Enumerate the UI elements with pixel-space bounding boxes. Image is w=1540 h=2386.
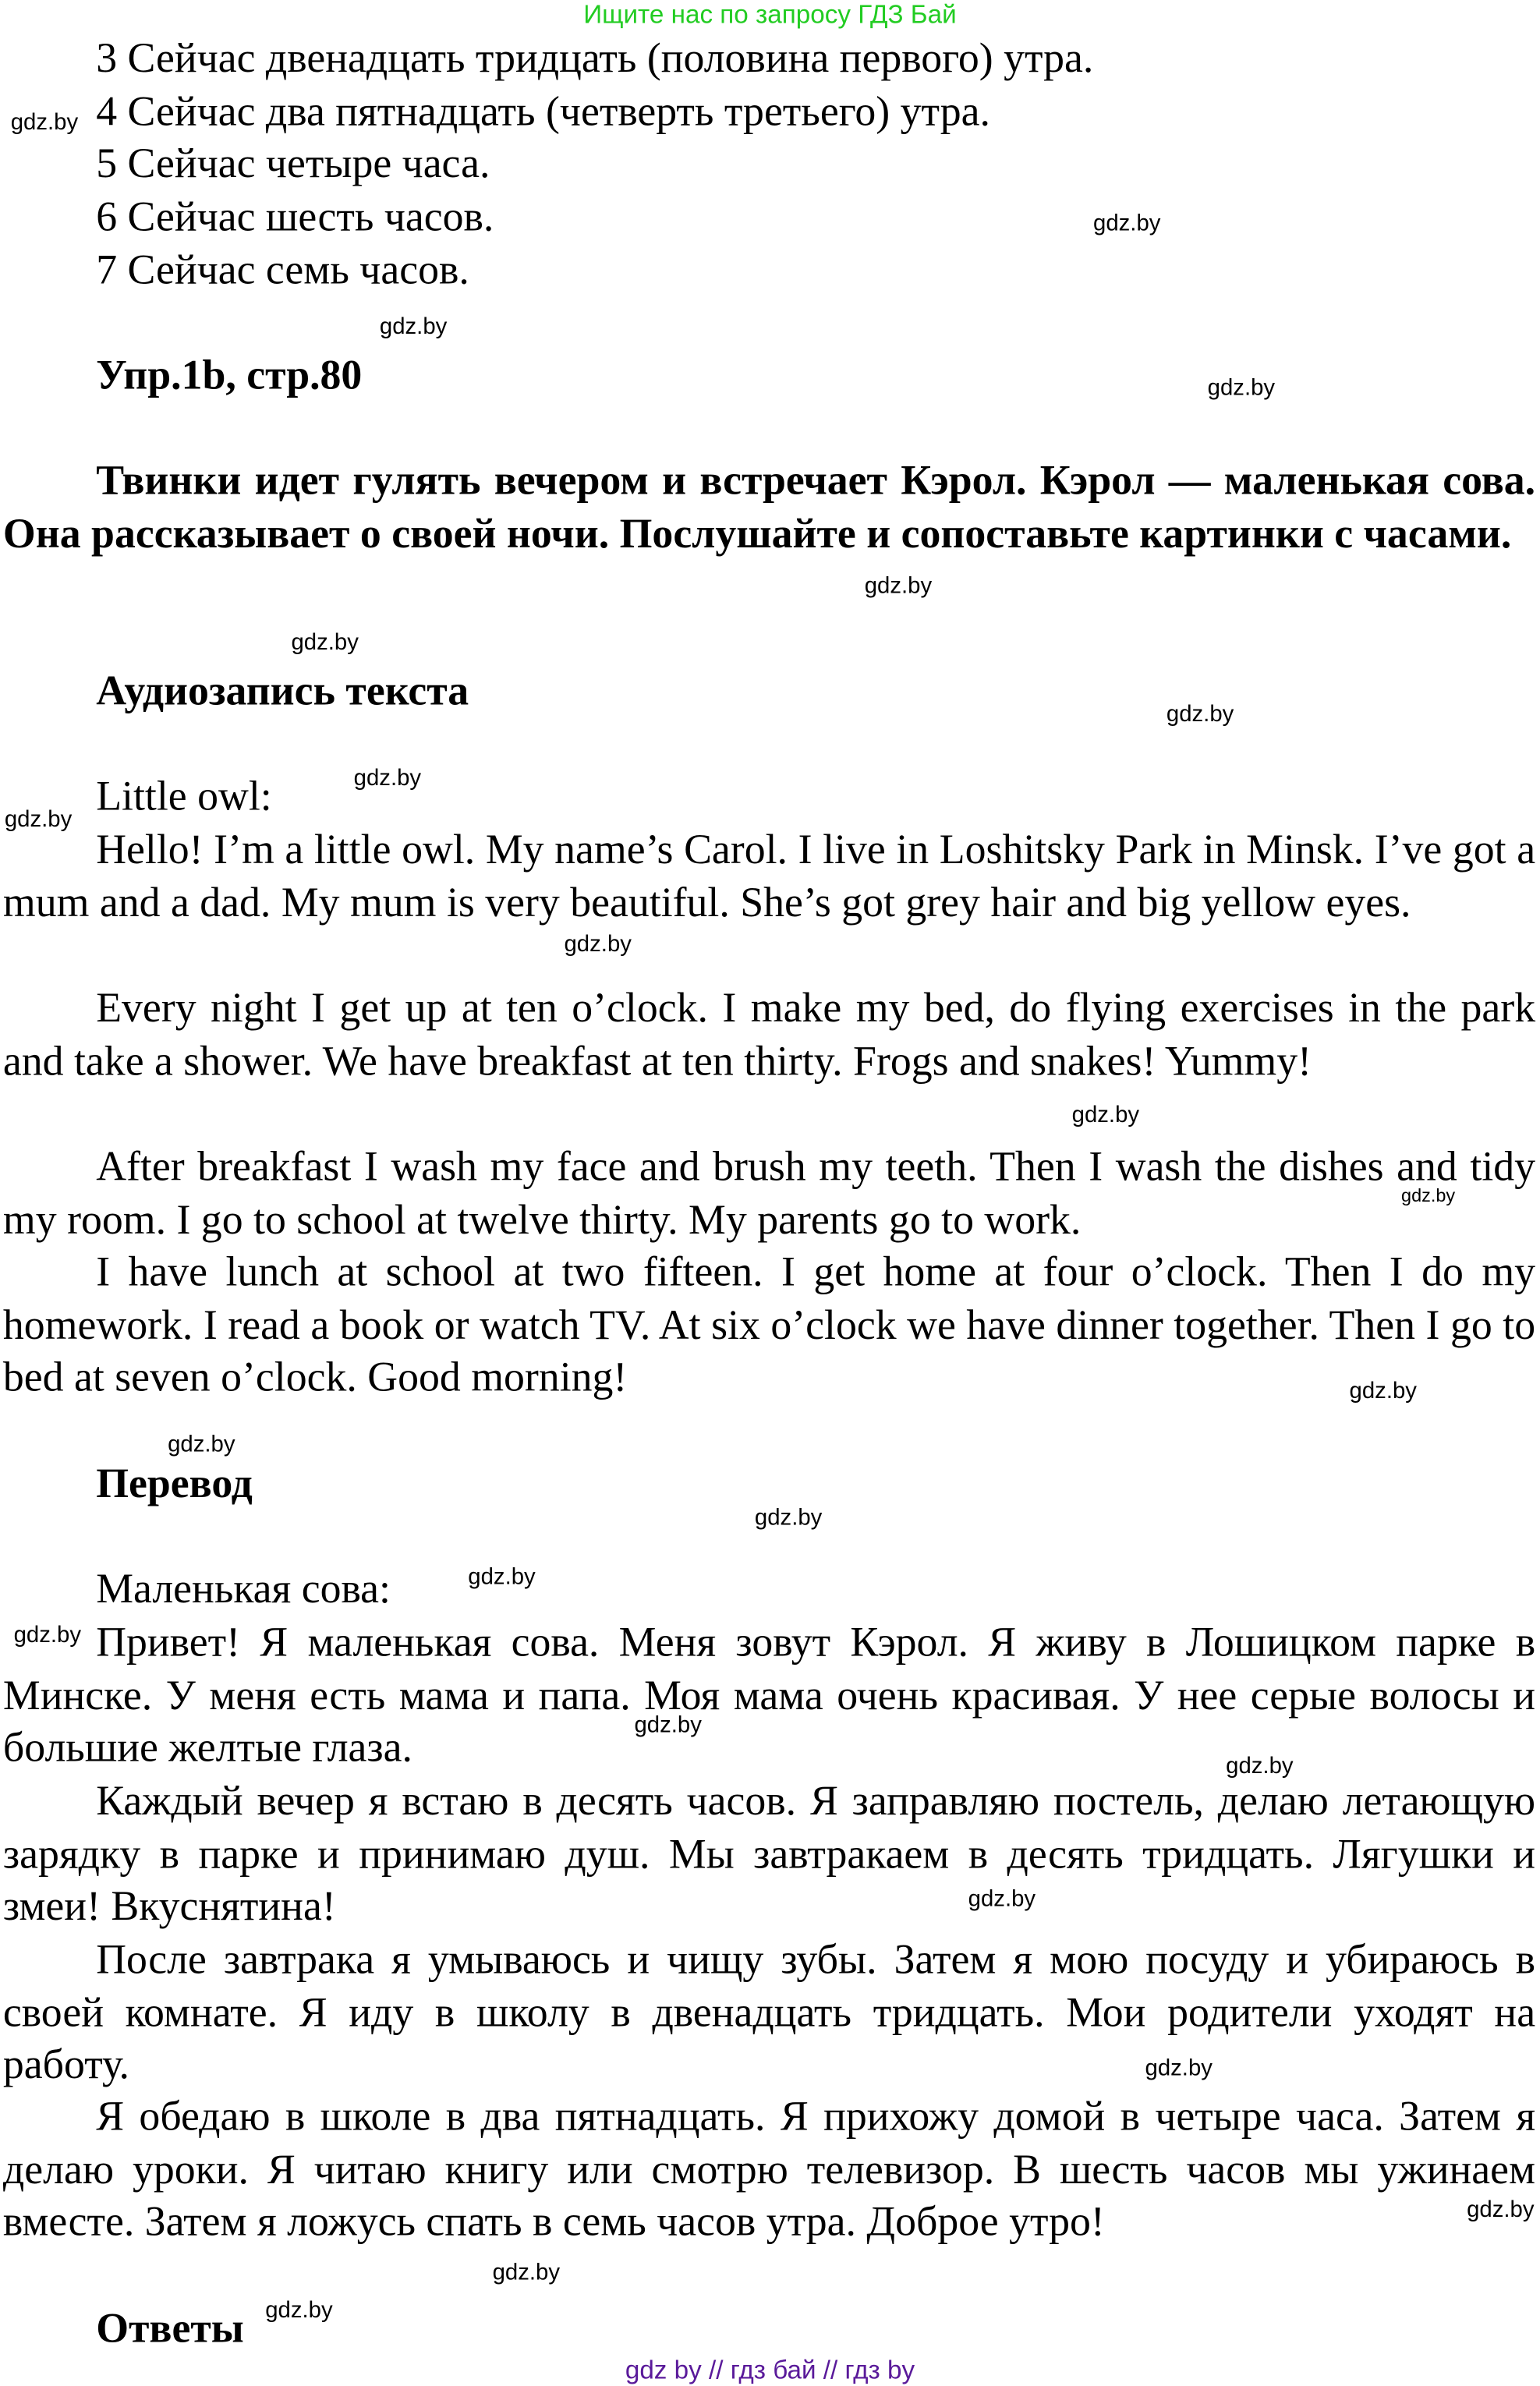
watermark: gdz.by xyxy=(10,109,79,136)
watermark: gdz.by xyxy=(379,313,448,341)
audio-paragraph: I have lunch at school at two fifteen. I get home at four o’clock. Then I do my homework. I read a book or watch TV. At six o’clock we have dinner together. Then I go to bed at seven o’clock. Good morning! xyxy=(2,1247,1536,1400)
watermark: gdz.by xyxy=(564,931,632,958)
answer-item: 5 Сейчас четыре часа. xyxy=(96,138,490,186)
watermark: gdz.by xyxy=(4,806,73,833)
answer-item: 6 Сейчас шесть часов. xyxy=(96,192,494,239)
translation-paragraph: После завтрака я умываюсь и чищу зубы. Затем я мою посуду и убираюсь в своей комнате. Я иду в школу в двенадцать тридцать. Мои родители уходят на работу. xyxy=(2,1935,1536,2088)
watermark: gdz.by xyxy=(754,1504,823,1531)
audio-speaker: Little owl: xyxy=(96,771,272,820)
watermark: gdz.by xyxy=(168,1432,235,1458)
watermark: gdz.by xyxy=(353,765,422,791)
audio-paragraph: After breakfast I wash my face and brush my teeth. Then I wash the dishes and tidy my room. I go to school at twelve thirty. My parents go to work. xyxy=(2,1142,1536,1242)
audio-paragraph: Every night I get up at ten o’clock. I make my bed, do flying exercises in the park and take a shower. We have breakfast at ten thirty. Frogs and snakes! Yummy! xyxy=(2,983,1536,1084)
answer-item: 3 Сейчас двенадцать тридцать (половина первого) утра. xyxy=(96,34,1094,81)
watermark: gdz.by xyxy=(1071,1102,1140,1128)
translation-paragraph: Привет! Я маленькая сова. Меня зовут Кэрол. Я живу в Лошицком парке в Минске. У меня есть мама и папа. Моя мама очень красивая. У нее серые волосы и большие желтые глаза. xyxy=(2,1617,1536,1771)
watermark: gdz.by xyxy=(1467,2197,1535,2223)
watermark: gdz.by xyxy=(1207,375,1276,402)
watermark: gdz.by xyxy=(13,1622,82,1648)
translation-paragraph: Каждый вечер я встаю в десять часов. Я заправляю постель, делаю летающую зарядку в парке и принимаю душ. Мы завтракаем в десять тридцать. Лягушки и змеи! Вкуснятина! xyxy=(2,1776,1536,1929)
watermark: gdz.by xyxy=(1166,701,1234,727)
watermark: gdz.by xyxy=(291,629,359,656)
task-text: Твинки идет гулять вечером и встречает Кэрол. Кэрол — маленькая сова. Она рассказывает о своей ночи. Послушайте и сопоставьте картинки с часами. xyxy=(2,455,1536,556)
translation-paragraph: Я обедаю в школе в два пятнадцать. Я прихожу домой в четыре часа. Затем я делаю уроки. Я читаю книгу или смотрю телевизор. В шесть часов мы ужинаем вместе. Затем я ложусь спать в семь часов утра. Доброе утро! xyxy=(2,2091,1536,2245)
watermark: gdz.by xyxy=(1401,1184,1456,1206)
header-banner[interactable]: Ищите нас по запросу ГДЗ Бай xyxy=(583,0,957,30)
translation-speaker: Маленькая сова: xyxy=(96,1564,391,1612)
watermark: gdz.by xyxy=(968,1885,1036,1913)
audio-heading: Аудиозапись текста xyxy=(96,666,469,714)
watermark: gdz.by xyxy=(1226,1753,1294,1779)
watermark: gdz.by xyxy=(265,2297,333,2324)
translation-heading: Перевод xyxy=(96,1459,253,1506)
answer-item: 4 Сейчас два пятнадцать (четверть третьего) утра. xyxy=(96,87,990,135)
watermark: gdz.by xyxy=(1093,210,1161,237)
watermark: gdz.by xyxy=(864,573,933,600)
watermark: gdz.by xyxy=(468,1564,536,1591)
watermark: gdz.by xyxy=(1145,2055,1213,2082)
answers-heading: Ответы xyxy=(96,2303,244,2352)
answer-item: 7 Сейчас семь часов. xyxy=(96,245,469,293)
watermark: gdz.by xyxy=(492,2259,561,2286)
exercise-title: Упр.1b, стр.80 xyxy=(96,350,363,398)
audio-paragraph: Hello! I’m a little owl. My name’s Carol. I live in Loshitsky Park in Minsk. I’ve got a mum and a dad. My mum is very beautiful. She’s got grey hair and big yellow eyes. xyxy=(2,824,1536,926)
watermark: gdz.by xyxy=(1349,1378,1417,1404)
footer-links[interactable]: gdz by // гдз бай // гдз by xyxy=(625,2356,915,2385)
watermark: gdz.by xyxy=(634,1712,702,1739)
